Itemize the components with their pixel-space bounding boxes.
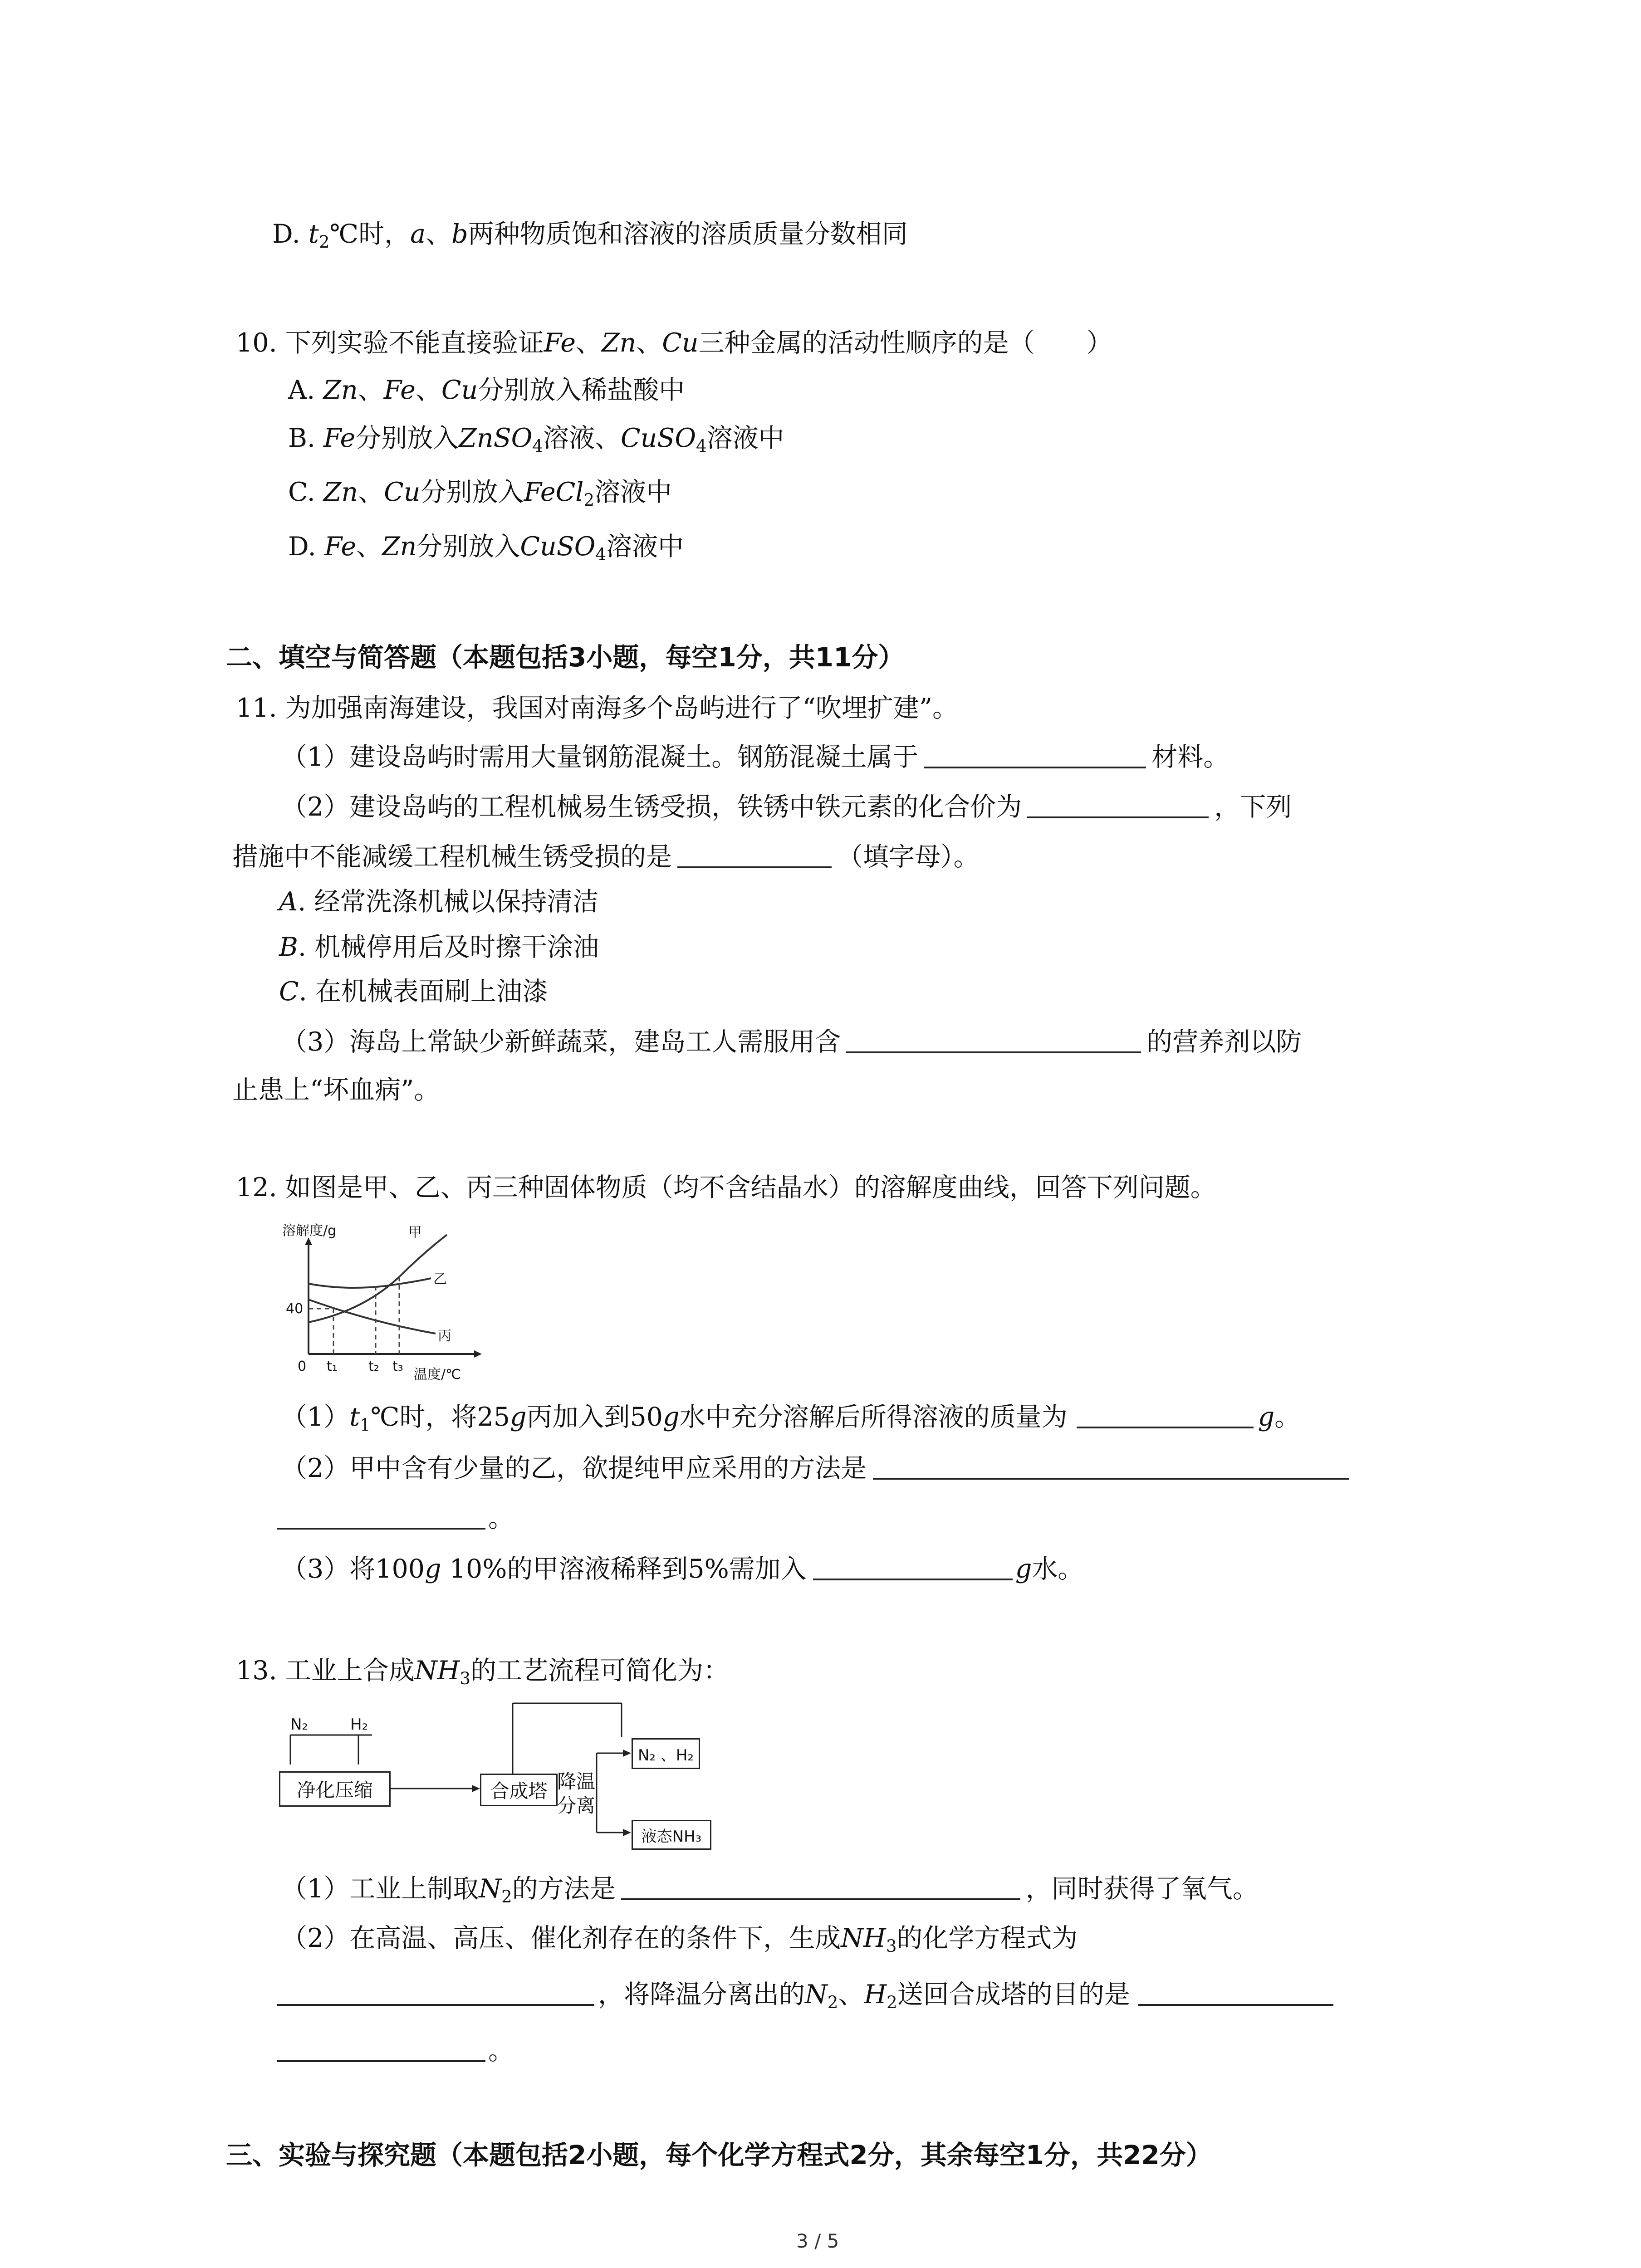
tick-0: 0: [298, 1359, 307, 1374]
var-a: a: [410, 219, 426, 249]
q13-part2: [281, 1923, 1078, 1956]
text: 两种物质饱和溶液的溶质质量分数相同: [468, 219, 908, 249]
text: 溶液中: [594, 477, 672, 507]
text: 、: [415, 375, 441, 405]
answer-blank[interactable]: [621, 1876, 1020, 1900]
text: 、: [838, 1980, 864, 2009]
var-b: b: [451, 219, 468, 249]
formula: CuSO: [520, 532, 596, 562]
q12-stem: 12. 如图是甲、乙、丙三种固体物质（均不含结晶水）的溶解度曲线，回答下列问题。: [236, 1173, 1216, 1202]
curve-label-yi: 乙: [433, 1271, 447, 1287]
section-2-heading: 二、填空与简答题（本题包括3小题，每空1分，共11分）: [226, 642, 905, 673]
text: （1）: [281, 1402, 350, 1432]
q13-part2b: [277, 1981, 1333, 2011]
feed-h2-label: H₂: [350, 1716, 368, 1734]
text: 三种金属的活动性顺序的是（ ）: [698, 328, 1112, 358]
text: 。: [488, 2036, 514, 2066]
section-3-heading: 三、实验与探究题（本题包括2小题，每个化学方程式2分，其余每空1分，共22分）: [226, 2140, 1212, 2170]
option-label: B: [279, 932, 298, 962]
unit-g: g: [510, 1402, 527, 1432]
text: 送回合成塔的目的是: [897, 1980, 1130, 2009]
text: 水中充分溶解后所得溶液的质量为: [679, 1402, 1068, 1432]
option-label: C.: [288, 477, 323, 507]
formula: Zn: [323, 477, 358, 507]
formula: ZnSO: [459, 423, 533, 453]
q11-stem: 11. 为加强南海建设，我国对南海多个岛屿进行了“吹埋扩建”。: [236, 693, 959, 723]
formula: Cu: [384, 477, 421, 507]
arrow-head: [623, 1829, 631, 1836]
option-label: D.: [272, 219, 309, 249]
formula: N: [805, 1980, 828, 2009]
text: 分别放入: [416, 532, 520, 562]
formula: Cu: [662, 328, 699, 358]
formula: Fe: [323, 423, 356, 453]
text: 的化学方程式为: [896, 1923, 1078, 1953]
subscript: 2: [827, 1993, 838, 2013]
text: 分别放入稀盐酸中: [478, 375, 685, 405]
option-label: C: [279, 977, 299, 1007]
q13-part2c: [277, 2038, 514, 2064]
text: 13. 工业上合成: [236, 1656, 415, 1686]
text: （2）在高温、高压、催化剂存在的条件下，生成: [281, 1923, 841, 1953]
q11-part3b: 止患上“坏血病”。: [232, 1075, 440, 1105]
formula: Zn: [323, 375, 358, 405]
text: 溶液中: [706, 423, 784, 453]
unit-g: g: [663, 1402, 680, 1432]
formula: Cu: [441, 375, 478, 405]
unit-g: g: [425, 1554, 441, 1584]
text: 。: [1274, 1402, 1301, 1432]
text: 、: [636, 328, 662, 358]
var-t: t: [308, 219, 319, 249]
formula: Fe: [324, 532, 357, 562]
option-label: D.: [288, 532, 324, 562]
subscript: 3: [886, 1936, 897, 1956]
formula: Zn: [382, 532, 417, 562]
text: 分别放入: [420, 477, 524, 507]
text: （1）建设岛屿时需用大量钢筋混凝土。钢筋混凝土属于: [281, 742, 919, 772]
text: 、: [426, 219, 452, 249]
text: ，将降温分离出的: [598, 1980, 805, 2009]
tick-40: 40: [286, 1301, 304, 1317]
curve-label-jia: 甲: [408, 1225, 422, 1241]
text: . 在机械表面刷上油漆: [299, 977, 548, 1007]
text: （填字母）。: [837, 842, 980, 872]
text: ℃时，将25: [370, 1402, 510, 1432]
box-synthesis-tower: 合成塔: [480, 1774, 558, 1806]
text: . 机械停用后及时擦干涂油: [298, 932, 599, 962]
text: （2）甲中含有少量的乙，欲提纯甲应采用的方法是: [281, 1453, 867, 1483]
unit-g: g: [1015, 1554, 1032, 1584]
text: 溶液中: [606, 532, 684, 562]
option-label: A: [279, 887, 298, 917]
box-purify-compress: 净化压缩: [279, 1771, 391, 1807]
answer-blank[interactable]: [277, 1981, 594, 2006]
q13-part1: [281, 1876, 1259, 1905]
subscript: 3: [460, 1669, 470, 1689]
text: （1）工业上制取: [281, 1874, 479, 1904]
option-label: A.: [288, 375, 323, 405]
graph-ylabel: 溶解度/g: [282, 1223, 337, 1239]
text: 、: [575, 328, 602, 358]
subscript: 4: [532, 436, 543, 456]
text: 丙加入到50: [526, 1402, 663, 1432]
answer-blank[interactable]: [1138, 1981, 1333, 2006]
subscript: 2: [501, 1887, 512, 1907]
label-separate: 分离: [557, 1794, 596, 1817]
text: ，同时获得了氧气。: [1025, 1874, 1259, 1904]
formula: Fe: [383, 375, 416, 405]
text: 的营养剂以防: [1146, 1027, 1302, 1057]
tick-t2: t₂: [368, 1359, 379, 1374]
text: . 经常洗涤机械以保持清洁: [298, 887, 599, 917]
formula: NH: [414, 1656, 460, 1686]
label-cool: 降温: [557, 1770, 596, 1793]
tick-t3: t₃: [392, 1359, 403, 1374]
text: （3）将100: [281, 1554, 425, 1584]
subscript: 4: [696, 436, 707, 456]
feed-n2-label: N₂: [290, 1716, 309, 1734]
text: 分别放入: [355, 423, 459, 453]
text: 10%的甲溶液稀释到5%需加入: [441, 1554, 807, 1584]
subscript: 1: [360, 1415, 371, 1435]
answer-blank[interactable]: [277, 2038, 485, 2062]
text: 的方法是: [512, 1874, 616, 1904]
box-liquid-ammonia: 液态NH₃: [632, 1820, 711, 1850]
tick-t1: t₁: [327, 1359, 338, 1374]
text: 水。: [1032, 1554, 1084, 1584]
arrow-head: [472, 1785, 480, 1792]
subscript: 2: [887, 1993, 897, 2013]
text: 的工艺流程可简化为：: [470, 1656, 729, 1686]
text: ，下列: [1214, 792, 1292, 822]
arrow-head: [623, 1750, 631, 1757]
subscript: 2: [583, 490, 595, 510]
text: 材料。: [1151, 742, 1230, 772]
formula: Fe: [544, 328, 576, 358]
formula: N: [479, 1874, 502, 1904]
box-recycle-gases: N₂ 、H₂: [632, 1738, 700, 1769]
unit-g: g: [1258, 1402, 1275, 1432]
graph-xlabel: 温度/℃: [414, 1367, 461, 1383]
formula: NH: [841, 1923, 886, 1953]
text: ℃时，: [329, 219, 411, 249]
text: （3）海岛上常缺少新鲜蔬菜，建岛工人需服用含: [281, 1027, 841, 1057]
text: （2）建设岛屿的工程机械易生锈受损，铁锈中铁元素的化合价为: [281, 792, 1022, 822]
text: 10. 下列实验不能直接验证: [236, 328, 544, 358]
text: 、: [356, 532, 382, 562]
formula: CuSO: [620, 423, 696, 453]
option-label: B.: [288, 423, 324, 453]
var-t: t: [349, 1402, 360, 1432]
formula: FeCl: [524, 477, 584, 507]
subscript: 4: [595, 545, 607, 565]
text: 措施中不能减缓工程机械生锈受损的是: [232, 842, 672, 872]
text: 、: [358, 477, 384, 507]
formula: H: [864, 1980, 887, 2009]
text: 、: [358, 375, 384, 405]
subscript: 2: [318, 232, 330, 252]
text: 。: [488, 1503, 514, 1533]
formula: Zn: [601, 328, 637, 358]
curve-label-bing: 丙: [438, 1328, 451, 1344]
text: 溶液、: [543, 423, 621, 453]
page-number: 3 / 5: [796, 2230, 839, 2252]
